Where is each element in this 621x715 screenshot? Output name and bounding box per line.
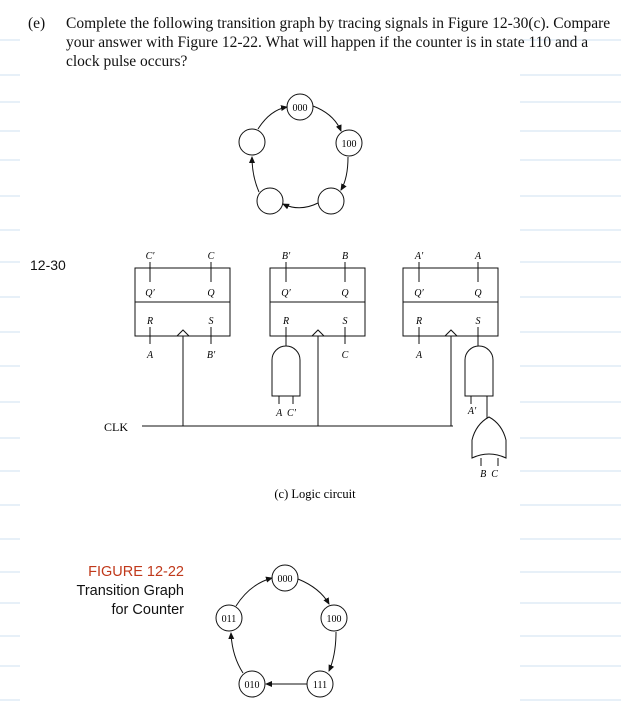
ff2-top-left-label: B′ [281, 251, 291, 262]
arrow-left-to-000 [258, 107, 287, 129]
and-gate-2 [465, 346, 493, 396]
fig-arrow-000-to-100 [298, 579, 329, 604]
and-gate-1 [272, 346, 300, 396]
fig-arrow-010-to-011 [231, 633, 243, 673]
fig-arrow-100-to-111 [329, 632, 336, 671]
ff3-q-prime-label: Q′ [414, 288, 424, 299]
figure-title-line-2: for Counter [111, 602, 184, 618]
state-node-empty-left [239, 129, 265, 155]
problem-tag: (e) [28, 15, 46, 32]
clock-label: CLK [104, 420, 128, 434]
ff3-s-label: S [475, 316, 481, 327]
ff1-top-right-label: C [207, 251, 215, 262]
figure-caption [44, 563, 184, 620]
ff2-q-prime-label: Q′ [281, 288, 291, 299]
ff1-top-left-label: C′ [145, 251, 155, 262]
or-gate-inputs-label: B C [480, 469, 498, 480]
and-gate-1-inputs-label: A C′ [276, 408, 296, 419]
fig-state-label-010: 010 [244, 680, 260, 691]
ff2-s-label: S [342, 316, 348, 327]
arrow-000-to-100 [313, 106, 341, 131]
ff1-r-label: R [146, 316, 154, 327]
ff1-s-label: S [208, 316, 214, 327]
ff3-r-label: R [415, 316, 423, 327]
state-node-empty-bottom-left [257, 188, 283, 214]
problem-text: Complete the following transition graph by tracing signals in Figure 12-30(c). Compare your answer with Figure 12-22. What will happen if the counter is in state 110 and a clock pulse occurs? [66, 15, 611, 70]
ff2-r-label: R [282, 316, 290, 327]
figure-number: FIGURE 12-22 [88, 564, 184, 580]
ff3-top-left-label: A′ [414, 251, 424, 262]
and-gate-2-input-label: A′ [467, 406, 477, 417]
arrow-right-to-left [283, 203, 318, 208]
circuit-caption: (c) Logic circuit [274, 487, 356, 501]
problem-number: 12-30 [30, 257, 66, 273]
state-label-000: 000 [292, 103, 308, 114]
fig-state-label-100: 100 [326, 614, 342, 625]
ff1-q-label: Q [207, 288, 215, 299]
state-label-100: 100 [341, 139, 357, 150]
fig-state-label-011: 011 [221, 614, 237, 625]
or-gate [472, 417, 506, 458]
arrow-100-to-right [341, 157, 348, 190]
fig-arrow-011-to-000 [236, 578, 272, 606]
arrow-bottom-left-up [252, 157, 259, 192]
ff1-bottom-left-label: A [146, 350, 154, 361]
ff3-bottom-left-label: A [415, 350, 423, 361]
ff2-q-label: Q [341, 288, 349, 299]
figure-title-line-1: Transition Graph [76, 583, 184, 599]
fig-state-label-000: 000 [277, 574, 293, 585]
ff2-bottom-right-label: C [341, 350, 349, 361]
ff3-top-right-label: A [474, 251, 482, 262]
logic-circuit [135, 262, 506, 466]
state-node-empty-bottom-right [318, 188, 344, 214]
ff3-q-label: Q [474, 288, 482, 299]
ff1-bottom-right-label: B′ [206, 350, 216, 361]
ff2-top-right-label: B [341, 251, 349, 262]
ff1-q-prime-label: Q′ [145, 288, 155, 299]
fig-state-label-111: 111 [312, 680, 328, 691]
